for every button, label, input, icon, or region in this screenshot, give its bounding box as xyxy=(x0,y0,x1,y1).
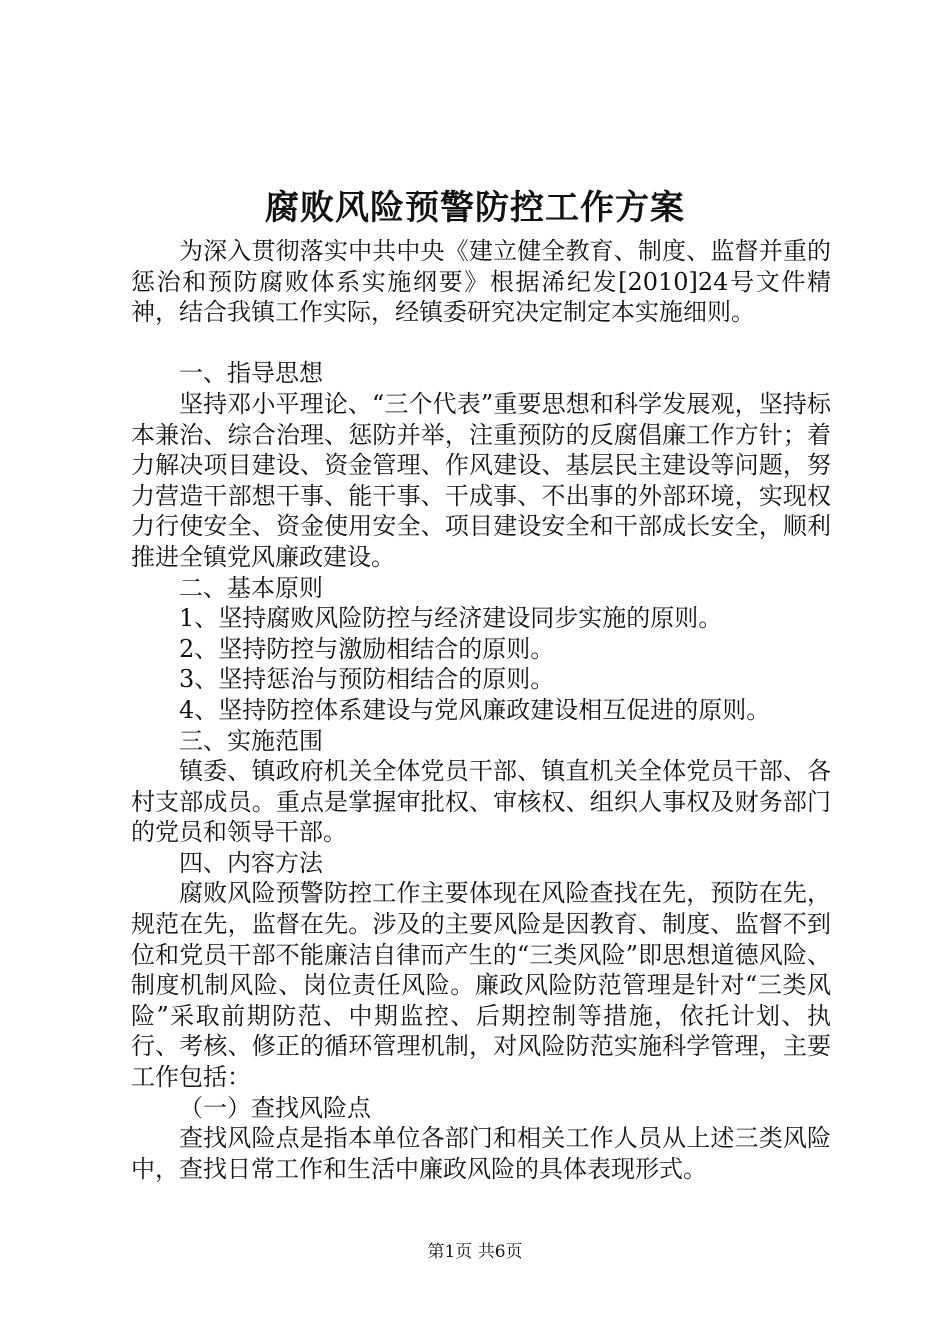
heading-guiding-thought: 一、指导思想 xyxy=(179,359,323,388)
paragraph-scope: 镇委、镇政府机关全体党员干部、镇直机关全体党员干部、各村支部成员。重点是掌握审批权、审核权、组织人事权及财务部门的党员和领导干部。 xyxy=(131,757,831,847)
blank-line xyxy=(131,328,831,359)
heading-basic-principles: 二、基本原则 xyxy=(179,573,323,602)
principle-item-1: 1、坚持腐败风险防控与经济建设同步实施的原则。 xyxy=(179,604,723,633)
paragraph-content-methods: 腐败风险预警防控工作主要体现在风险查找在先，预防在先，规范在先，监督在先。涉及的主要风险是因教育、制度、监督不到位和党员干部不能廉洁自律而产生的“三类风险”即思想道德风险、制度机制风险、岗位责任风险。廉政风险防范管理是针对“三类风险”采取前期防范、中期监控、后期控制等措施，依托计划、执行、考核、修正的循环管理机制，对风险防范实施科学管理，主要工作包括： xyxy=(131,879,831,1092)
heading-scope: 三、实施范围 xyxy=(179,726,323,755)
paragraph-intro: 为深入贯彻落实中共中央《建立健全教育、制度、监督并重的惩治和预防腐败体系实施纲要》根据浠纪发[2010]24号文件精神，结合我镇工作实际，经镇委研究决定制定本实施细则。 xyxy=(131,237,831,327)
principle-item-3: 3、坚持惩治与预防相结合的原则。 xyxy=(179,665,555,694)
document-body xyxy=(131,236,831,1184)
paragraph-find-risk-points: 查找风险点是指本单位各部门和相关工作人员从上述三类风险中，查找日常工作和生活中廉政风险的具体表现形式。 xyxy=(131,1124,831,1183)
page-footer: 第1页 共6页 xyxy=(427,1242,523,1262)
principle-item-2: 2、坚持防控与激励相结合的原则。 xyxy=(179,634,555,663)
document-title: 腐败风险预警防控工作方案 xyxy=(265,188,685,228)
subheading-find-risk-points: （一）查找风险点 xyxy=(179,1093,371,1122)
paragraph-guiding-thought: 坚持邓小平理论、“三个代表”重要思想和科学发展观，坚持标本兼治、综合治理、惩防并举，注重预防的反腐倡廉工作方针；着力解决项目建设、资金管理、作风建设、基层民主建设等问题，努力营造干部想干事、能干事、干成事、不出事的外部环境，实现权力行使安全、资金使用安全、项目建设安全和干部成长安全，顺利推进全镇党风廉政建设。 xyxy=(131,389,831,571)
principle-item-4: 4、坚持防控体系建设与党风廉政建设相互促进的原则。 xyxy=(179,695,771,724)
heading-content-methods: 四、内容方法 xyxy=(179,848,323,877)
